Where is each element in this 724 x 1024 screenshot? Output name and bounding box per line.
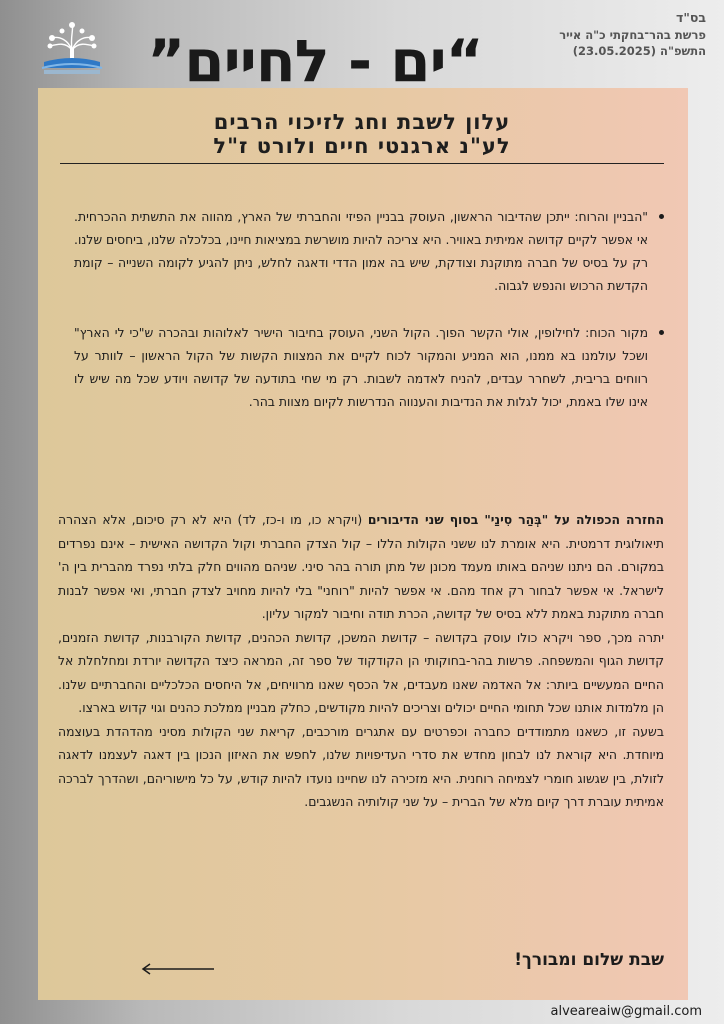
- bullet-dot: [659, 330, 664, 335]
- main-title: “ים - לחיים”: [147, 27, 483, 95]
- bullet-item: [74, 205, 664, 297]
- subtitle-line-1: עלון לשבת וחג לזיכוי הרבים: [213, 110, 511, 134]
- bsd-label: בס"ד: [676, 10, 706, 25]
- contact-email[interactable]: alveareaiw@gmail.com: [550, 1004, 702, 1019]
- logo-icon: [40, 20, 104, 82]
- left-arrow-icon: [140, 962, 216, 976]
- date-label: התשפ"ה (23.05.2025): [572, 44, 706, 58]
- signoff: שבת שלום ומבורך!: [514, 950, 664, 970]
- paragraph-3: בשעה זו, כשאנו מתמודדים כחברה וכפרטים עם אתגרים מורכבים, קריאת שני הקולות מסיני מהדהדת בעוצמה מיוחדת. היא קוראת לנו לבחון מחדש את סדרי העדיפויות שלנו, לחפש את האיזון הנכון בין דאגה לעצמנו לדאגה לזולת, בין שגשוג חומרי לצמיחה רוחנית. היא מזכירה לנו שחיינו נועדו להיות קודש, על כל מישוריהם, ושהדרך לברכה אמיתית עוברת דרך קיום מלא של הברית – על שני קולותיה הנשגבים.: [58, 723, 664, 809]
- subtitle-line-2: לע"נ ארגנטי חיים ולורט ז"ל: [213, 134, 511, 158]
- paragraph-1: [58, 508, 664, 626]
- article-body: [58, 508, 664, 814]
- bullet-text: "הבניין והרוח: ייתכן שהדיבור הראשון, העוסק בבניין הפיזי והחברתי של הארץ, מהווה את התשתית ההכרחית. אי אפשר לקיים קדושה אמיתית באוויר. היא צריכה להיות מושרשת במציאות חיינו, בכלכלה שלנו, ביחסים שלנו. רק על בסיס של חברה מתוקנת וצודקת, שיש בה אמון הדדי ודאגה לחלש, ניתן להגיע לקומה השנייה – קומת הקדשת הרכוש והנפש לגבוה.: [74, 209, 648, 293]
- paragraph-1-text: (ויקרא כו, מו ו-כז, לד) היא לא רק סיכום, אלא הצהרה תיאולוגית דרמטית. היא אומרת לנו ששני הקולות הללו – קול הצדק החברתי וקול הקדושה האישית – אינם נפרדים במקורם. הם ניתנו שניהם באותו מעמד מכונן של מתן תורה בהר סיני. שניהם מהווים חלק בלתי נפרד מהברית בין ה' לישראל. אי אפשר לבחור רק אחד מהם. אי אפשר להיות "רוחני" בלי להיות מחויב לצדק חברתי, ואי אפשר לבנות חברה מתוקנת באמת ללא בסיס של קדושה, הכרת תודה וחיבור למקור עליון.: [58, 512, 664, 621]
- bullet-text: מקור הכוח: לחילופין, אולי הקשר הפוך. הקול השני, העוסק בחיבור הישיר לאלוהות ובהכרה ש"כי לי הארץ" ושכל עולמנו בא ממנו, הוא המניע והמקור לכוח לקיים את המצוות הקשות של הקול הראשון – לוותר על רווחים בריבית, לשחרר עבדים, להניח לאדמה לשבות. רק מי שחי בתודעה של קדושה ויודע שכל מה שיש לו אינו שלו באמת, יכול לגלות את הנדיבות והענווה הנדרשות לקיום מצוות בהר.: [74, 325, 648, 409]
- bullet-list: [74, 205, 664, 437]
- paragraph-1-bold-intro: החזרה הכפולה על "בְּהַר סִינַי" בסוף שני הדיבורים: [367, 512, 665, 527]
- paragraph-2: יתרה מכך, ספר ויקרא כולו עוסק בקדושה – קדושת המשכן, קדושת הכהנים, קדושת הקורבנות, קדושת הזמנים, קדושת הגוף והמשפחה. פרשות בהר-בחוקותי הן הקודקוד של ספר זה, המראה כיצד הקדושה יורדת ומחלחלת אל החיים המעשיים ביותר: אל האדמה שאנו מעבדים, אל הכסף שאנו מרוויחים, אל היחסים הכלכליים והחברתיים שלנו. הן מלמדות אותנו שכל תחומי החיים יכולים וצריכים להיות מקודשים, כחלק מבניין ממלכת כהנים וגוי קדוש בארצו.: [58, 629, 664, 715]
- bullet-item: [74, 321, 664, 413]
- header-divider: [60, 163, 664, 164]
- bullet-dot: [659, 214, 664, 219]
- parasha-label: פרשת בהר־בחקתי כ"ה אייר: [559, 28, 706, 42]
